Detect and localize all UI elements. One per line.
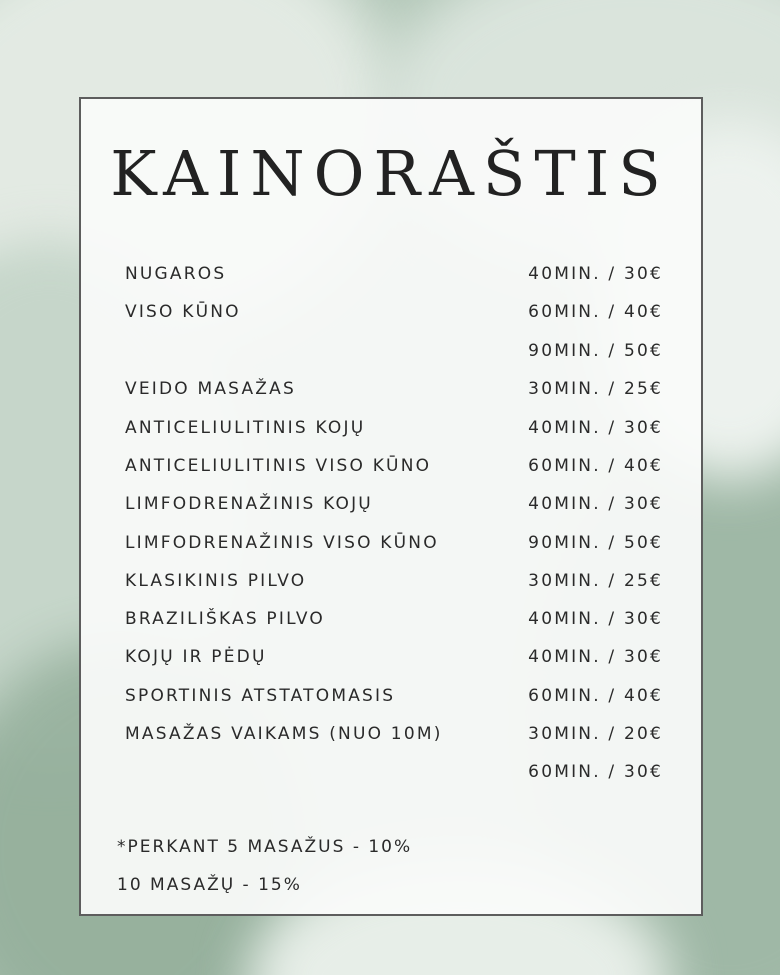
price-row [125,569,663,593]
price-row [125,684,663,708]
service-name: MASAŽAS VAIKAMS (NUO 10M) [125,724,443,744]
price-row [125,377,663,401]
service-price: 40MIN. / 30€ [528,494,663,514]
service-name: LIMFODRENAŽINIS KOJŲ [125,494,373,514]
service-price: 40MIN. / 30€ [528,647,663,667]
service-price: 60MIN. / 40€ [528,302,663,322]
service-price: 30MIN. / 25€ [528,379,663,399]
service-price: 90MIN. / 50€ [528,341,663,361]
service-name: KLASIKINIS PILVO [125,571,307,591]
service-price: 60MIN. / 30€ [528,762,663,782]
price-row [125,492,663,516]
service-name: VISO KŪNO [125,302,241,322]
service-price: 60MIN. / 40€ [528,456,663,476]
service-price: 90MIN. / 50€ [528,533,663,553]
price-row [125,339,663,363]
price-row [125,300,663,324]
price-row [125,722,663,746]
service-name: SPORTINIS ATSTATOMASIS [125,686,396,706]
page-title: KAINORAŠTIS [110,137,670,210]
service-name: BRAZILIŠKAS PILVO [125,609,326,629]
service-price: 60MIN. / 40€ [528,686,663,706]
service-price: 30MIN. / 20€ [528,724,663,744]
price-row [125,454,663,478]
service-name: ANTICELIULITINIS VISO KŪNO [125,456,432,476]
service-price: 40MIN. / 30€ [528,609,663,629]
discount-note-line-2: 10 MASAŽŲ - 15% [117,875,302,895]
service-name: NUGAROS [125,264,227,284]
discount-note-line-1: *PERKANT 5 MASAŽUS - 10% [117,837,413,857]
service-price: 40MIN. / 30€ [528,418,663,438]
service-price: 30MIN. / 25€ [528,571,663,591]
price-row [125,645,663,669]
price-row [125,531,663,555]
price-row [125,416,663,440]
price-row [125,760,663,784]
price-row [125,607,663,631]
service-name: ANTICELIULITINIS KOJŲ [125,418,366,438]
service-price: 40MIN. / 30€ [528,264,663,284]
service-name: VEIDO MASAŽAS [125,379,296,399]
service-name: LIMFODRENAŽINIS VISO KŪNO [125,533,439,553]
service-name: KOJŲ IR PĖDŲ [125,647,267,667]
price-row [125,262,663,286]
